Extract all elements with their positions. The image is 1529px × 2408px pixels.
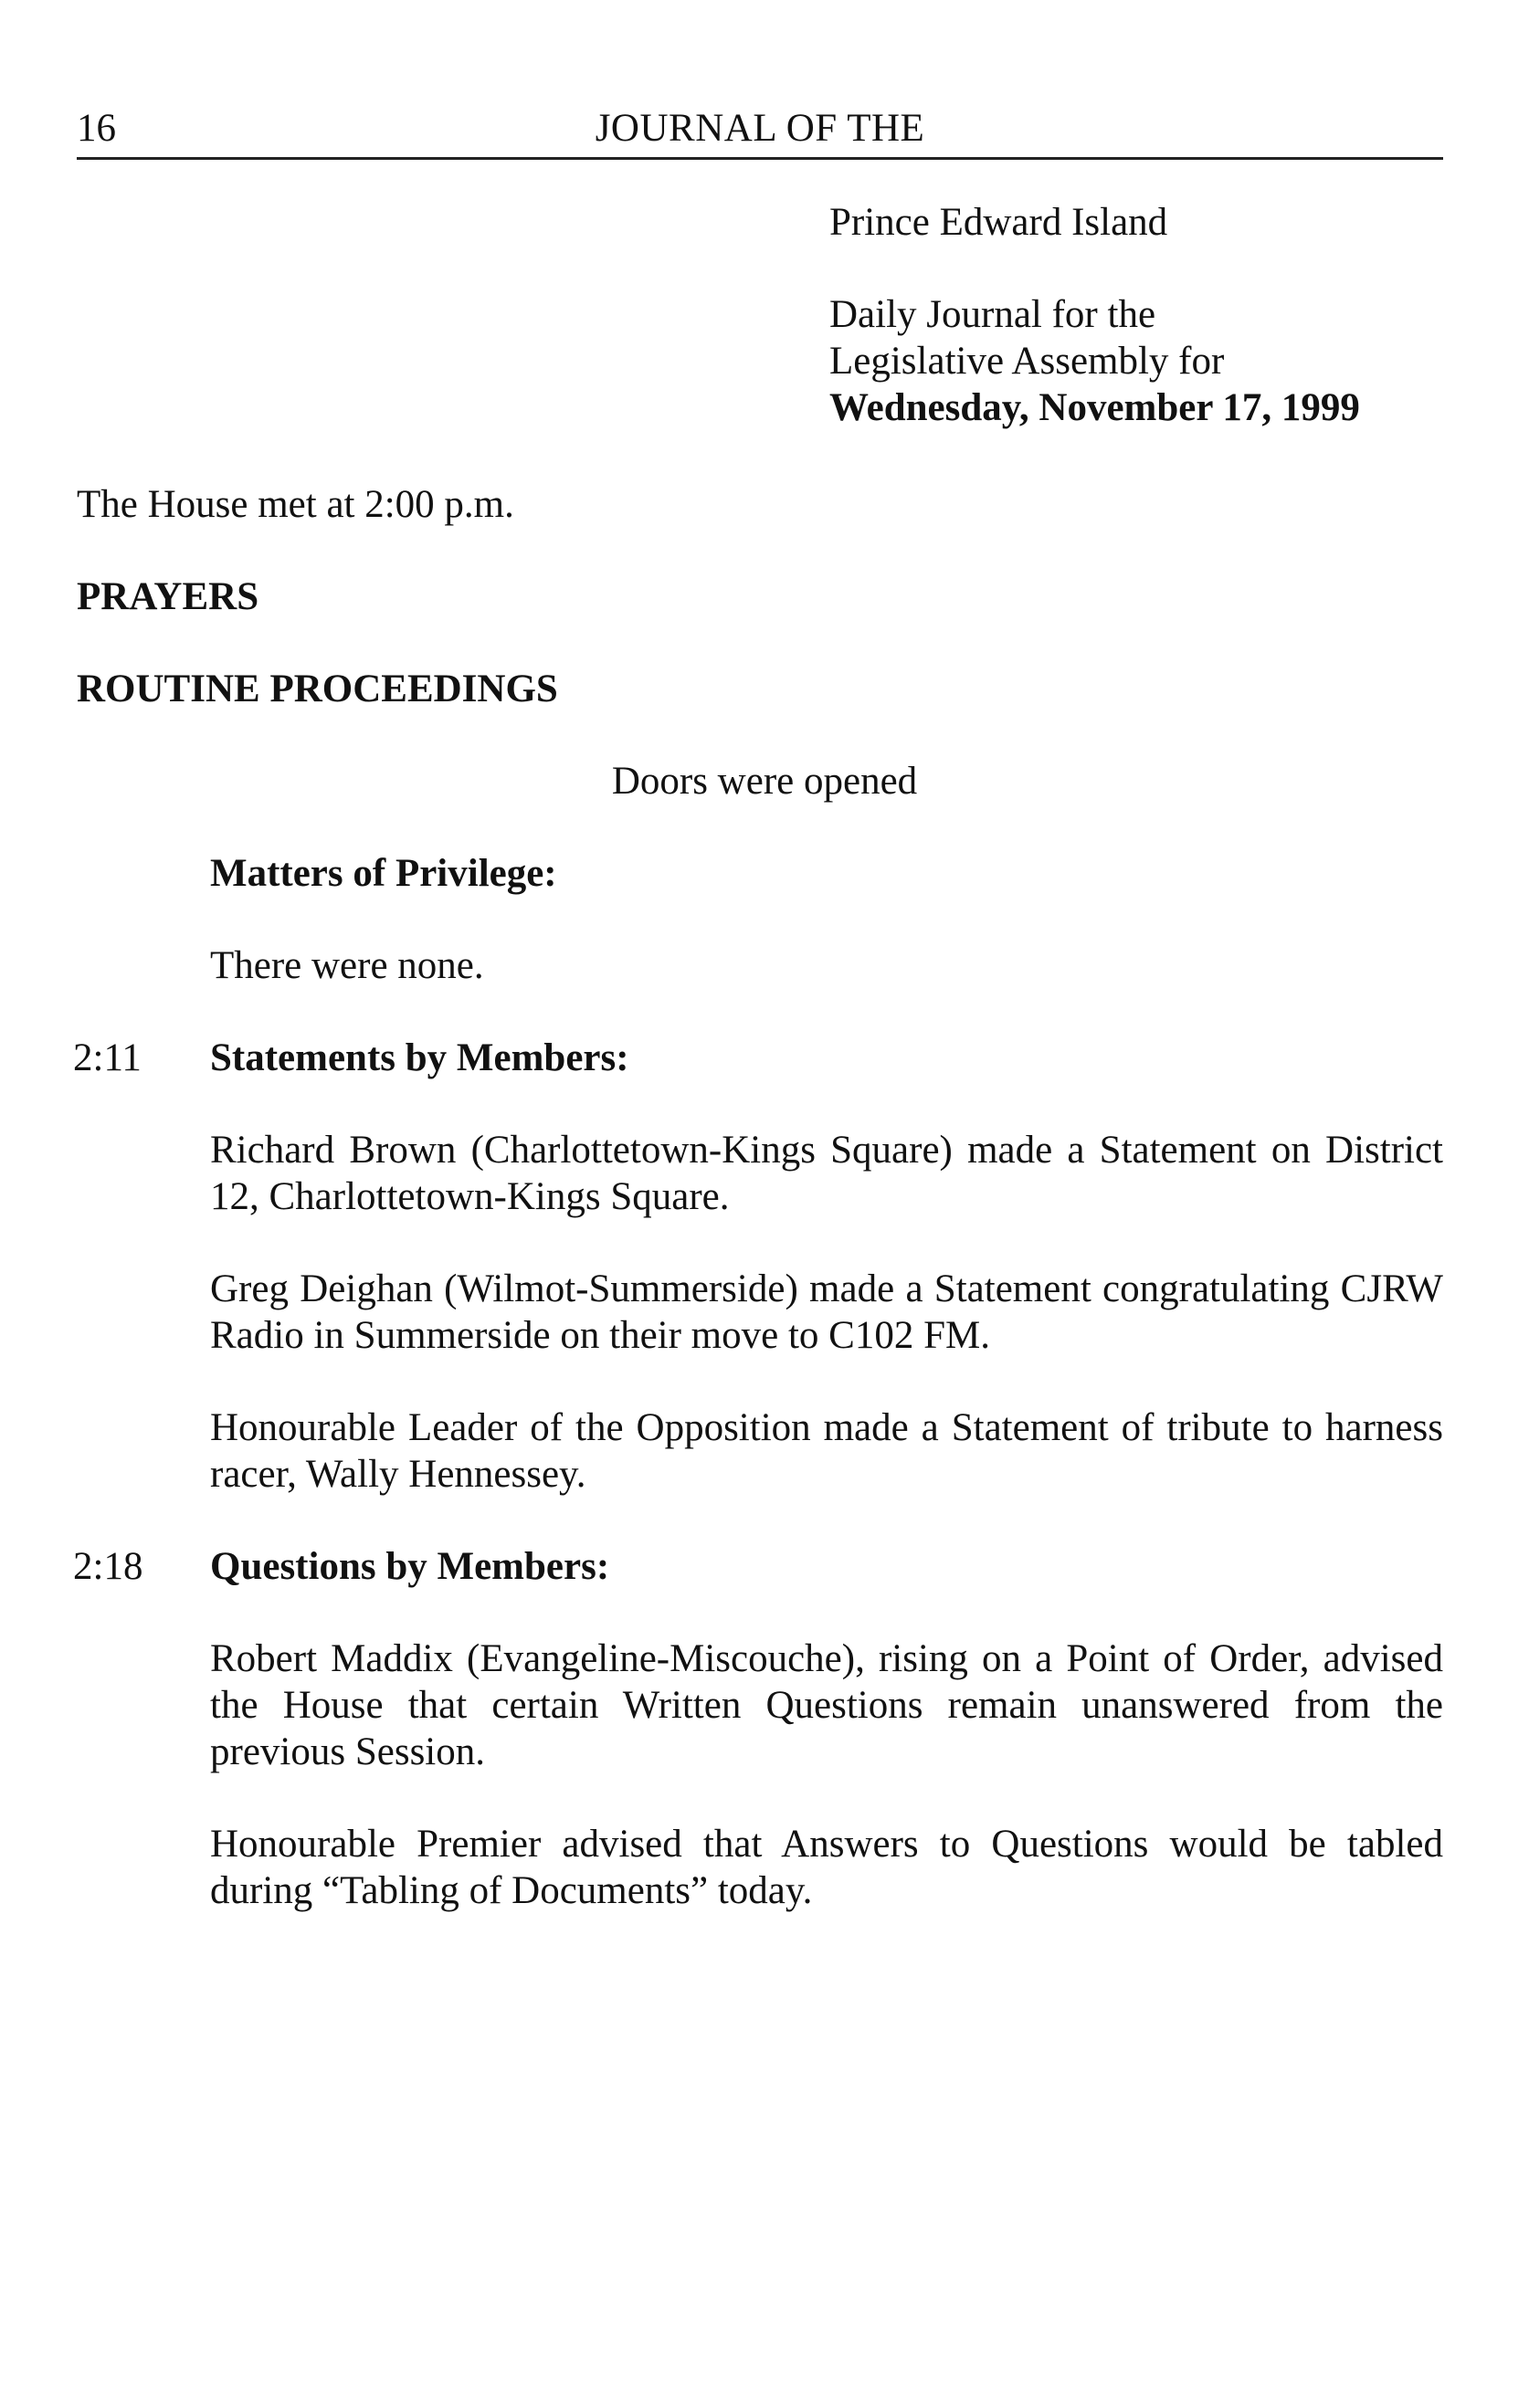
statements-heading: Statements by Members: [210, 1036, 629, 1079]
page-number: 16 [77, 107, 116, 150]
running-head: JOURNAL OF THE [595, 107, 925, 150]
statement-paragraph: Greg Deighan (Wilmot-Summerside) made a Statement congratulating CJRW Radio in Summerside on their move to C102 FM. [210, 1267, 1443, 1357]
journal-masthead [829, 199, 1469, 431]
privilege-heading: Matters of Privilege: [210, 852, 557, 895]
page-header [77, 99, 1443, 160]
masthead-line-2: Legislative Assembly for [829, 340, 1225, 383]
prayers-heading: PRAYERS [77, 575, 259, 618]
routine-proceedings-heading: ROUTINE PROCEEDINGS [77, 668, 558, 710]
masthead-line-1: Daily Journal for the [829, 293, 1156, 336]
province-name: Prince Edward Island [829, 201, 1168, 244]
sitting-date: Wednesday, November 17, 1999 [829, 386, 1360, 429]
house-met-text: The House met at 2:00 p.m. [77, 483, 514, 526]
question-paragraph: Robert Maddix (Evangeline-Miscouche), rising on a Point of Order, advised the House that certain Written Questions remain unanswered from the previous Session. [210, 1637, 1443, 1773]
questions-time: 2:18 [73, 1545, 143, 1588]
doors-opened-text: Doors were opened [611, 760, 918, 803]
privilege-text: There were none. [210, 944, 484, 987]
statement-paragraph: Richard Brown (Charlottetown-Kings Square) made a Statement on District 12, Charlottetown-Kings Square. [210, 1129, 1443, 1218]
statements-time: 2:11 [73, 1036, 142, 1079]
questions-heading: Questions by Members: [210, 1545, 610, 1588]
question-paragraph: Honourable Premier advised that Answers to Questions would be tabled during “Tabling of Documents” today. [210, 1823, 1443, 1912]
statement-paragraph: Honourable Leader of the Opposition made a Statement of tribute to harness racer, Wally Hennessey. [210, 1406, 1443, 1496]
